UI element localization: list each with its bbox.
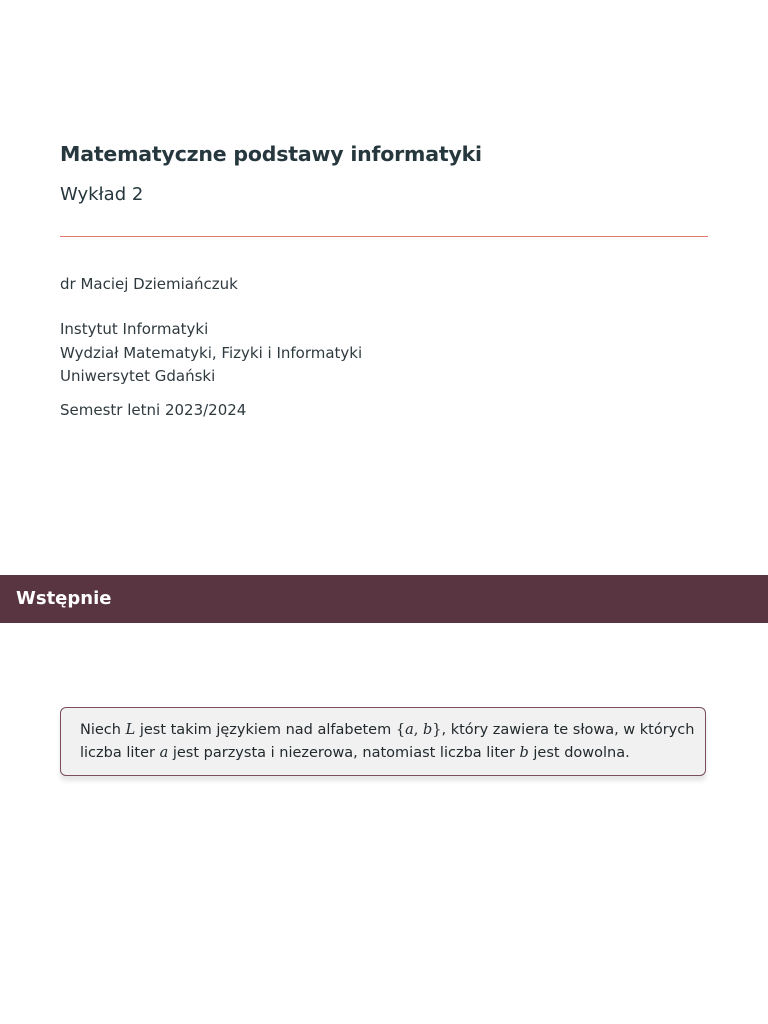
slide-subtitle: Wykład 2 <box>60 184 144 205</box>
faculty-name: Wydział Matematyki, Fizyki i Informatyki <box>60 344 363 362</box>
semester-label: Semestr letni 2023/2024 <box>60 401 247 419</box>
definition-line-1 <box>80 719 700 742</box>
text-run: Niech <box>80 722 126 738</box>
slide-title: Matematyczne podstawy informatyki <box>60 142 482 166</box>
definition-line-2 <box>80 742 700 765</box>
definition-box <box>60 707 706 776</box>
math-symbol-b: b <box>519 745 529 761</box>
text-run: liczba liter <box>80 745 160 761</box>
section-header-bar <box>0 575 768 623</box>
math-comma: , <box>413 722 423 738</box>
institute-name: Instytut Informatyki <box>60 320 209 338</box>
text-run: jest takim językiem nad alfabetem <box>135 722 396 738</box>
math-brace-open: { <box>395 722 406 738</box>
university-name: Uniwersytet Gdański <box>60 367 216 385</box>
section-title: Wstępnie <box>16 588 112 609</box>
title-divider <box>60 236 708 237</box>
math-symbol-b: b <box>422 722 433 738</box>
text-run: , który zawiera te słowa, w których <box>441 722 695 738</box>
math-symbol-a: a <box>405 722 414 738</box>
math-symbol-a: a <box>159 745 169 761</box>
math-symbol-L: L <box>125 722 136 738</box>
math-brace-close: } <box>432 722 442 738</box>
text-run: jest parzysta i niezerowa, natomiast liczba liter <box>168 745 520 761</box>
text-run: jest dowolna. <box>528 745 630 761</box>
definition-text <box>80 719 700 765</box>
author-name: dr Maciej Dziemiańczuk <box>60 275 238 293</box>
